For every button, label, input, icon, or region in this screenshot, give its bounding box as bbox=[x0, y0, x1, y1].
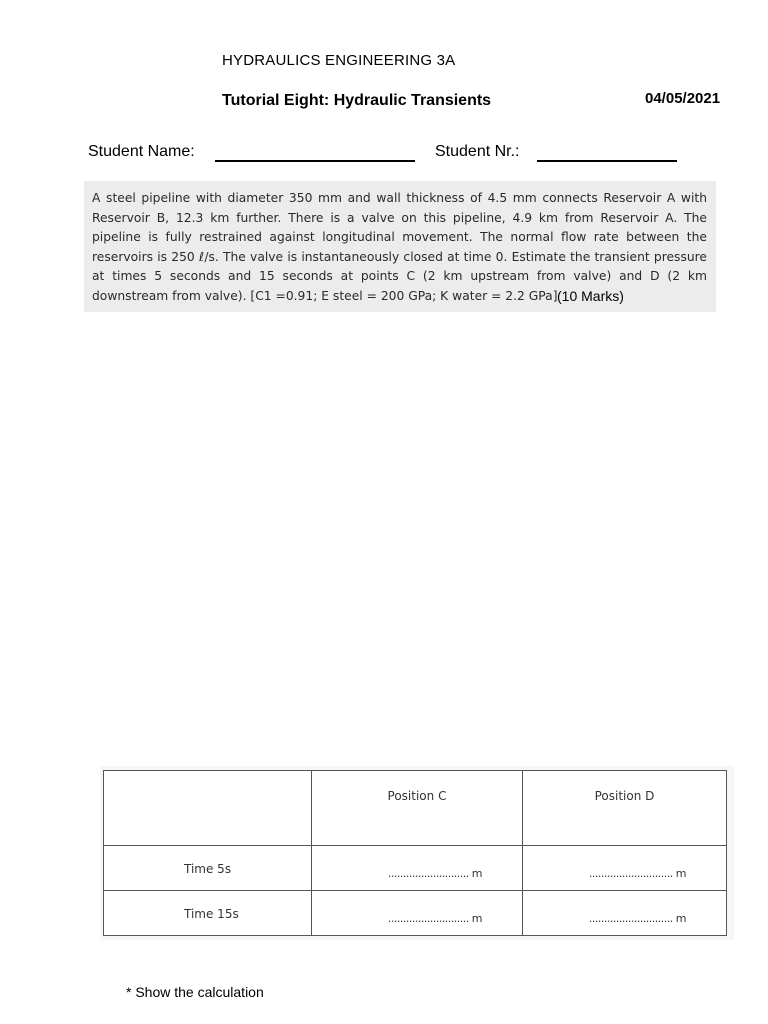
header-position-d: Position D bbox=[523, 771, 727, 846]
student-name-label: Student Name: bbox=[88, 143, 195, 160]
table-row bbox=[104, 846, 727, 891]
row-label-time-15s: Time 15s bbox=[104, 891, 312, 936]
answer-blank: ............................ m bbox=[588, 912, 686, 925]
date: 04/05/2021 bbox=[645, 90, 721, 107]
answer-cell-5s-c[interactable] bbox=[312, 846, 523, 891]
results-table bbox=[103, 770, 727, 936]
footnote: * Show the calculation bbox=[126, 984, 264, 1000]
table-row bbox=[104, 891, 727, 936]
student-number-field[interactable] bbox=[537, 160, 677, 162]
student-number-label: Student Nr.: bbox=[435, 143, 520, 160]
student-name-field[interactable] bbox=[215, 160, 415, 162]
header-position-c: Position C bbox=[312, 771, 523, 846]
answer-blank: ........................... m bbox=[387, 912, 482, 925]
answer-blank: ........................... m bbox=[387, 867, 482, 880]
answer-cell-15s-c[interactable] bbox=[312, 891, 523, 936]
course-title: HYDRAULICS ENGINEERING 3A bbox=[222, 52, 456, 69]
row-label-time-5s: Time 5s bbox=[104, 846, 312, 891]
tutorial-title: Tutorial Eight: Hydraulic Transients bbox=[222, 92, 492, 109]
answer-blank: ............................ m bbox=[588, 867, 686, 880]
answer-cell-5s-d[interactable] bbox=[523, 846, 727, 891]
problem-statement: A steel pipeline with diameter 350 mm and wall thickness of 4.5 mm connects Reservoir A with Reservoir B, 12.3 km further. There is a valve on this pipeline, 4.9 km from Reservoir A. The pipeline is fully restrained against longitudinal movement. The normal flow rate between the reservoirs is 250 ℓ/s. The valve is instantaneously closed at time 0. Estimate the transient pressure at times 5 seconds and 15 seconds at points C (2 km upstream from valve) and D (2 km downstream from valve). [C1 =0.91; E steel = 200 GPa; K water = 2.2 GPa] bbox=[92, 191, 707, 303]
answer-cell-15s-d[interactable] bbox=[523, 891, 727, 936]
header-cell-empty bbox=[104, 771, 312, 846]
table-header-row bbox=[104, 771, 727, 846]
marks-label: (10 Marks) bbox=[557, 288, 624, 304]
